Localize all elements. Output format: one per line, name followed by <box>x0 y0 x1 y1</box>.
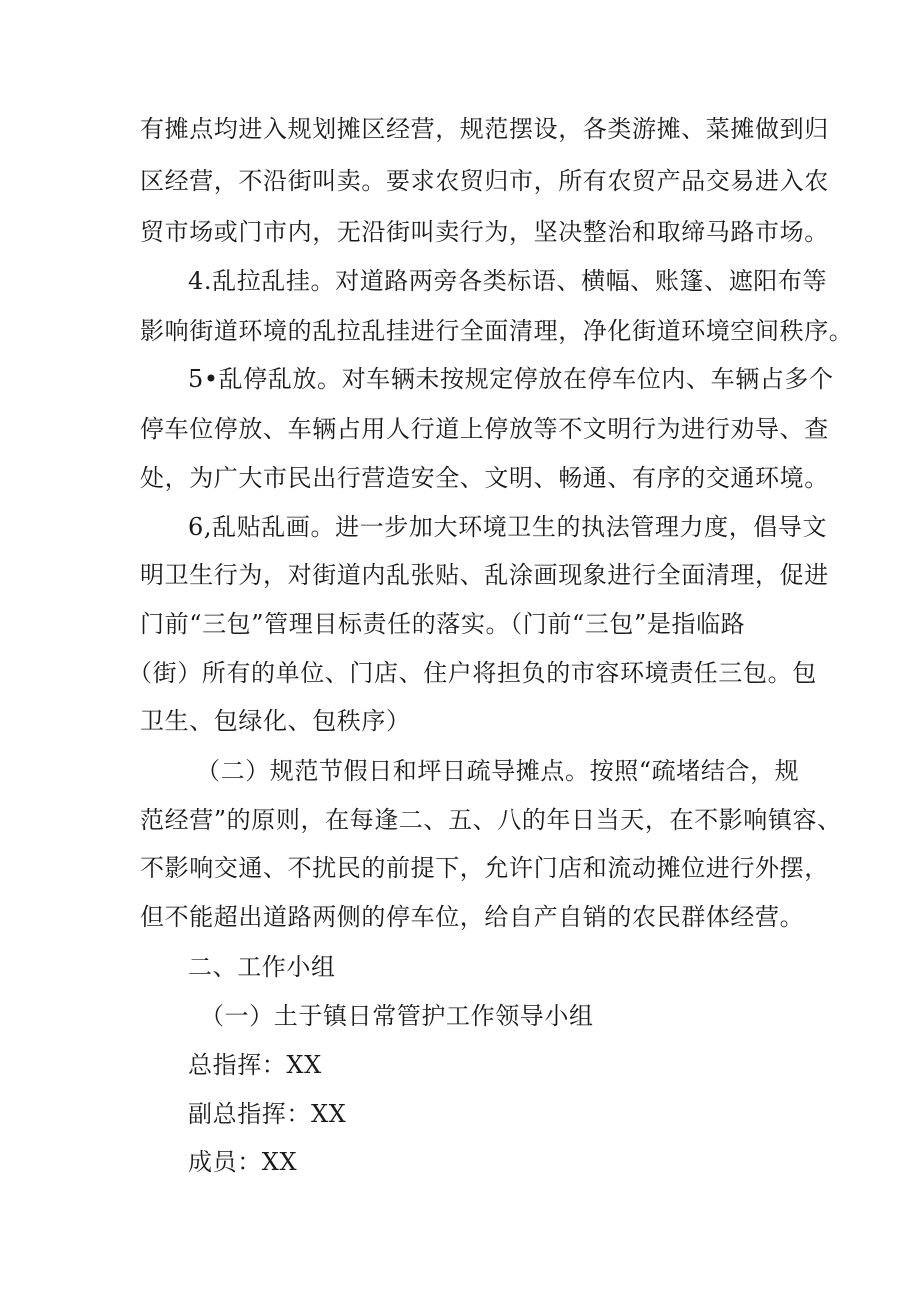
role-deputy-commander: 副总指挥：XX <box>188 1100 347 1128</box>
text-line: 影响街道环境的乱拉乱挂进行全面清理，净化街道环境空间秩序。 <box>140 317 854 345</box>
list-item-6: 6,乱贴乱画。进一步加大环境卫生的执法管理力度，倡导文 <box>188 513 828 541</box>
list-item-4: 4.乱拉乱挂。对道路两旁各类标语、横幅、账篷、遮阳布等 <box>188 267 828 295</box>
text-line: 停车位停放、车辆占用人行道上停放等不文明行为进行劝导、查 <box>140 415 829 443</box>
text-line: 但不能超出道路两侧的停车位，给自产自销的农民群体经营。 <box>140 903 805 931</box>
text-line: 卫生、包绿化、包秩序） <box>140 707 411 735</box>
text-line: 范经营”的原则，在每逢二、五、八的年日当天，在不影响镇容、 <box>140 806 842 834</box>
text-line: 处，为广大市民出行营造安全、文明、畅通、有序的交通环境。 <box>140 464 829 492</box>
text-line: 有摊点均进入规划摊区经营，规范摆设，各类游摊、菜摊做到归 <box>140 115 829 143</box>
text-line: 区经营，不沿街叫卖。要求农贸归市，所有农贸产品交易进入农 <box>140 167 829 195</box>
subsection-heading: （一）土于镇日常管护工作领导小组 <box>200 1002 594 1030</box>
section-heading: 二、工作小组 <box>188 953 336 981</box>
text-line: 明卫生行为，对街道内乱张贴、乱涂画现象进行全面清理，促进 <box>140 561 829 589</box>
text-line: 门前“三包”管理目标责任的落实。（门前“三包”是指临路 <box>140 610 746 638</box>
text-line: 不影响交通、不扰民的前提下，允许门店和流动摊位进行外摆， <box>140 854 829 882</box>
text-line: 贸市场或门市内，无沿街叫卖行为，坚决整治和取缔马路市场。 <box>140 218 829 246</box>
list-item-5: 5•乱停乱放。对车辆未按规定停放在停车位内、车辆占多个 <box>188 365 834 393</box>
text-line: （街）所有的单位、门店、住户将担负的市容环境责任三包。包 <box>128 659 817 687</box>
subsection-heading: （二）规范节假日和坪日疏导摊点。按照“疏堵结合，规 <box>196 757 800 785</box>
role-members: 成员：XX <box>188 1148 298 1176</box>
role-commander: 总指挥：XX <box>188 1051 322 1079</box>
